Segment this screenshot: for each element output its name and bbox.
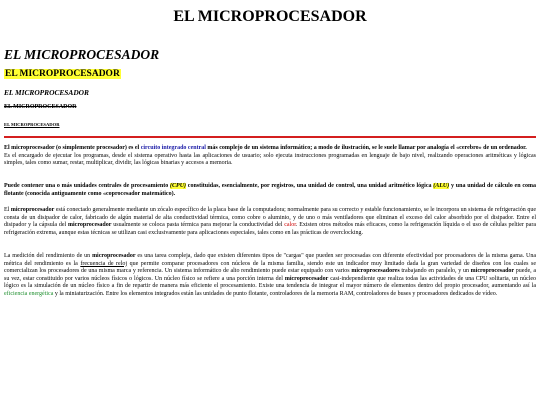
- p4-bold-2: microprocesadores: [351, 268, 400, 275]
- p1-text-a: El microprocesador (o simplemente procesador) es el: [4, 145, 141, 151]
- cpu-highlight: (CPU): [170, 183, 187, 189]
- p3-text-d: usualmente se coloca pasta térmica para mejorar la conductividad del: [111, 222, 285, 229]
- p1-text-b: más complejo de un sistema informático; a modo de ilustración, se le suele llamar por analogía el «cerebro» de un ordenador.: [205, 145, 527, 151]
- red-divider: [4, 136, 536, 138]
- heading-6-underlined: EL MICROPROCESADOR: [4, 122, 60, 127]
- heat-red-word: calor: [284, 222, 296, 229]
- energy-efficiency-link[interactable]: eficiencia energética: [4, 290, 54, 297]
- p3-text-a: El: [4, 207, 11, 213]
- heading-5-strikethrough: EL MICROPROCESADOR: [4, 104, 77, 110]
- p4-text-d: que permite comparar procesadores con núcleos de la misma familia, siendo este un indicador muy limitado dada la gran variedad de diseños con los cuales se comercializan los procesadores de una misma marca y referencia. Un sistema informático de alto rendimiento puede estar equipado con varios: [4, 260, 537, 275]
- paragraph-cpu: [4, 183, 536, 198]
- p2-text-b: constituidas, esencialmente, por registros, una unidad de control, una unidad aritmético lógica: [186, 183, 434, 189]
- heading-3-highlighted: EL MICROPROCESADOR: [5, 69, 120, 79]
- p3-bold-1: microprocesador: [10, 207, 55, 213]
- paragraph-cooling: [4, 207, 536, 237]
- paragraph-performance: [4, 253, 536, 299]
- heading-4: EL MICROPROCESADOR: [4, 88, 89, 97]
- alu-highlight: (ALU): [433, 183, 450, 189]
- p4-text-g: casi-independiente que realiza todas las actividades de una CPU solitaria, un núcleo lógico es la simulación de un núcleo físico a fin de repartir de manera más eficiente el procesamiento. Existe una tendencia de integrar el mayor número de elementos dentro del propio procesador, aumentando así la: [4, 275, 536, 290]
- p4-text-c: es una tarea compleja, dado que existen diferentes tipos de "cargas" que pueden ser procesadas con diferente efectividad por procesadores de la misma gama. Una métrica del rendimiento es la: [4, 253, 537, 267]
- p2-text-c: y una unidad de cálculo en coma flotante (conocida antiguamente como «coprocesador matemático).: [4, 183, 536, 197]
- p4-text-a: La medición del rendimiento de un: [4, 253, 93, 259]
- heading-2: EL MICROPROCESADOR: [4, 47, 160, 62]
- p4-text-e: trabajando en paralelo, y un: [399, 268, 471, 275]
- p4-text-f: puede, a su vez, estar constituido por varios núcleos físicos o lógicos. Un núcleo físico se refiere a una porción interna del: [4, 268, 536, 282]
- paragraph-definition: [4, 145, 536, 168]
- p2-text-a: Puede contener una o más unidades centrales de procesamiento: [4, 183, 171, 189]
- p3-text-c: está conectado generalmente mediante un zócalo específico de la placa base de la computadora; normalmente para su correcto y estable funcionamiento, se le incorpora un sistema de refrigeración que consta de un disipador de calor, fabricado de algún material de alta conductividad térmica, como cobre o aluminio, y de uno o más ventiladores que eliminan el exceso del calor absorbido por el disipador. Entre el disipador y la cápsula del: [4, 207, 536, 229]
- clock-frequency-link[interactable]: frecuencia de reloj: [80, 260, 128, 267]
- p4-bold-3: microprocesador: [470, 268, 515, 275]
- integrated-circuit-link[interactable]: circuito integrado central: [140, 145, 206, 151]
- p4-bold-1: microprocesador: [92, 253, 136, 259]
- p4-bold-4: microprocesador: [284, 275, 329, 282]
- p3-bold-2: microprocesador: [68, 222, 112, 229]
- page-title: EL MICROPROCESADOR: [173, 8, 367, 25]
- p4-text-h: y la miniaturización. Entre los elementos integrados están las unidades de punto flotante, controladores de la memoria RAM, controladores de buses y procesadores dedicados de vídeo.: [53, 290, 498, 297]
- p1-text-c: Es el encargado de ejecutar los programas, desde el sistema operativo hasta las aplicaciones de usuario; solo ejecuta instrucciones programadas en lenguaje de bajo nivel, realizando operaciones aritméticas y lógicas simples, tales como sumar, restar, multiplicar, dividir, las lógicas binarias y accesos a memoria.: [4, 152, 536, 167]
- p3-text-e: . Existen otros métodos más eficaces, como la refrigeración líquida o el uso de células peltier para refrigeración extrema, aunque estas técnicas se utilizan casi exclusivamente para aplicaciones especiales, tales como en las prácticas de overclocking.: [4, 222, 536, 236]
